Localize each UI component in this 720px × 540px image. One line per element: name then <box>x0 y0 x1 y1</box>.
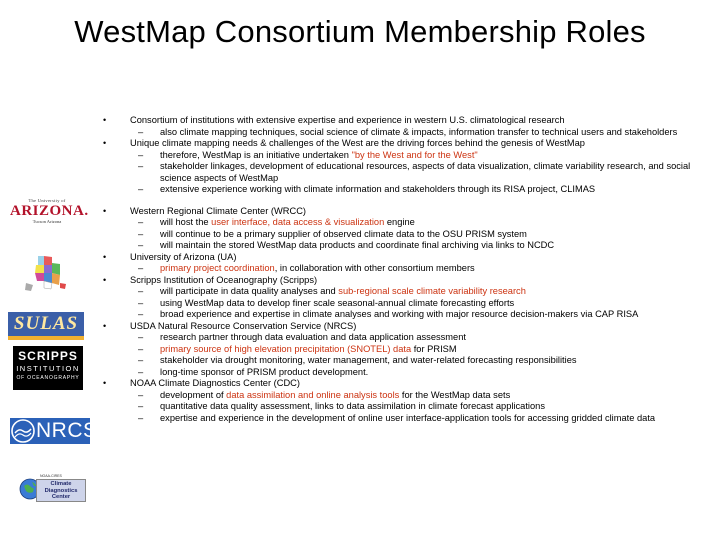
sub-bullet-text: engine <box>384 217 415 227</box>
sub-bullet: – long-time sponsor of PRISM product development. <box>100 367 715 379</box>
bullet-cdc: • NOAA Climate Diagnostics Center (CDC) <box>100 378 715 390</box>
bullet-university-of-arizona: • University of Arizona (UA) <box>100 252 715 264</box>
sub-bullet <box>100 217 715 229</box>
bullet-nrcs: • USDA Natural Resource Conservation Service (NRCS) <box>100 321 715 333</box>
sub-bullet <box>100 390 715 402</box>
bullet-wrcc: • Western Regional Climate Center (WRCC) <box>100 206 715 218</box>
slide-title: WestMap Consortium Membership Roles <box>74 14 646 49</box>
highlight-text: user interface, data access & visualization <box>211 217 385 227</box>
ua-logo-name: ARIZONA. <box>10 203 89 219</box>
sub-bullet: – research partner through data evaluation and data application assessment <box>100 332 715 344</box>
sulas-logo-text: SULAS <box>13 313 79 334</box>
sulas-logo <box>8 312 84 340</box>
nrcs-emblem-icon <box>10 418 36 444</box>
western-states-map-icon <box>22 253 70 299</box>
sub-bullet: – will continue to be a primary supplier of observed climate data to the OSU PRISM system <box>100 229 715 241</box>
scripps-logo-line2: INSTITUTION <box>16 364 80 373</box>
highlight-text: "by the West and for the West" <box>351 149 478 160</box>
sub-bullet: – stakeholder via drought monitoring, water management, and water-related forecasting responsibilities <box>100 355 715 367</box>
climate-diagnostics-center-logo <box>18 474 86 500</box>
sub-bullet: – broad experience and expertise in climate analyses and working with major resource decision-makers via CAP RISA <box>100 309 715 321</box>
university-of-arizona-logo <box>10 198 89 234</box>
nrcs-logo-text: NRCS <box>36 419 98 442</box>
sub-bullet: – quantitative data quality assessment, links to data assimilation in climate forecast applications <box>100 401 715 413</box>
highlight-text: sub-regional scale climate variability research <box>338 286 526 296</box>
cdc-logo-box <box>36 479 86 502</box>
sub-bullet <box>100 263 715 275</box>
sub-bullet <box>100 344 715 356</box>
bullet-consortium: • Consortium of institutions with extensive expertise and experience in western U.S. climatological research <box>100 115 715 127</box>
sub-bullet <box>100 150 715 162</box>
highlight-text: primary source of high elevation precipitation (SNOTEL) data <box>160 343 412 354</box>
sub-bullet-text: therefore, WestMap is an initiative undertaken <box>160 149 352 160</box>
cdc-logo-tiny: NOAA-CIRES <box>40 474 62 478</box>
sub-bullet: – also climate mapping techniques, social science of climate & impacts, information transfer to technical users and stakeholders <box>100 127 715 139</box>
ua-logo-line3: Tucson Arizona <box>32 219 62 224</box>
cdc-logo-line2: Diagnostics <box>44 487 78 494</box>
highlight-text: data assimilation and online analysis tools <box>226 389 400 400</box>
scripps-logo-line1: SCRIPPS <box>18 349 78 363</box>
highlight-text: primary project coordination <box>160 263 275 273</box>
sub-bullet: – expertise and experience in the development of online user interface-application tools for accessing gridded climate data <box>100 413 715 425</box>
ua-logo-line1: The University of <box>28 198 66 203</box>
sub-bullet-text: for the WestMap data sets <box>399 389 511 400</box>
sub-bullet: – extensive experience working with climate information and stakeholders through its RISA project, CLIMAS <box>100 184 715 196</box>
sub-bullet-text: , in collaboration with other consortium members <box>274 263 475 273</box>
sub-bullet-text: for PRISM <box>411 343 457 354</box>
bullet-unique-needs: • Unique climate mapping needs & challenges of the West are the driving forces behind the genesis of WestMap <box>100 138 715 150</box>
bullet-scripps: • Scripps Institution of Oceanography (Scripps) <box>100 275 715 287</box>
cdc-logo-line1: Climate <box>50 481 72 487</box>
sub-bullet-text: will participate in data quality analyses and <box>160 286 339 296</box>
sub-bullet: – will maintain the stored WestMap data products and coordinate final archiving via links to NCDC <box>100 240 715 252</box>
slide-content <box>100 115 715 424</box>
nrcs-logo <box>10 418 98 444</box>
scripps-logo-line3: OF OCEANOGRAPHY <box>16 375 80 381</box>
scripps-logo <box>13 346 83 390</box>
sub-bullet-text: development of <box>160 389 227 400</box>
sub-bullet-text: will host the <box>160 217 212 227</box>
sulas-logo-strip <box>8 336 84 340</box>
sub-bullet: – stakeholder linkages, development of educational resources, aspects of data visualization, climate variability research, and social science aspects of WestMap <box>100 161 715 184</box>
sub-bullet: – using WestMap data to develop finer scale seasonal-annual climate forecasting efforts <box>100 298 715 310</box>
sub-bullet <box>100 286 715 298</box>
cdc-logo-line3: Center <box>51 494 71 501</box>
